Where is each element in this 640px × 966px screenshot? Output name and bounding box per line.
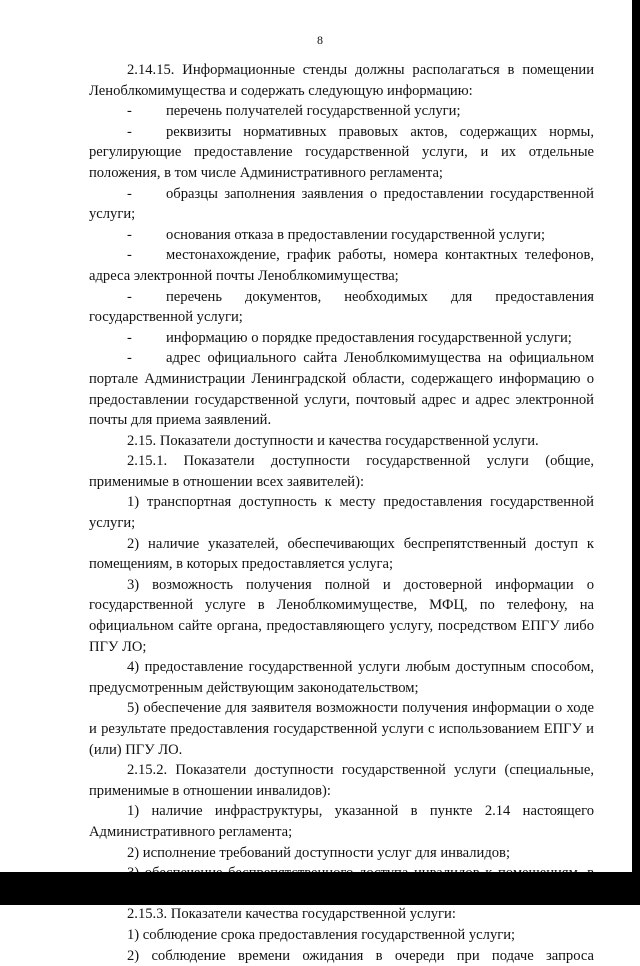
- scan-border-bottom: [0, 872, 640, 905]
- bullet-text: информацию о порядке предоставления государственной услуги;: [166, 329, 572, 346]
- bullet-text: перечень документов, необходимых для предоставления государственной услуги;: [89, 288, 594, 326]
- bullet-text: адрес официального сайта Леноблкомимущества на официальном портале Администрации Ленинградской области, содержащего информацию о предоставлении государственной услуги, почтовый адрес и адрес электронной почты для приема заявлений.: [89, 350, 594, 429]
- bullet-text: местонахождение, график работы, номера контактных телефонов, адреса электронной почты Леноблкомимущества;: [89, 247, 594, 284]
- bullet-item: [89, 348, 594, 430]
- list-item-2: 2) соблюдение времени ожидания в очереди при подаче запроса: [127, 947, 594, 964]
- bullet-dash: -: [127, 185, 132, 202]
- list-item-1: 1) наличие инфраструктуры, указанной в пункте 2.14 настоящего Административного регламента;: [89, 803, 594, 840]
- bullet-item: [89, 225, 594, 246]
- list-item-4: 4) предоставление государственной услуги любым доступным способом, предусмотренным действующим законодательством;: [89, 659, 594, 696]
- bullet-dash: -: [127, 288, 132, 305]
- paragraph-2-14-15: 2.14.15. Информационные стенды должны располагаться в помещении Леноблкомимущества и содержать следующую информацию:: [89, 62, 594, 99]
- list-item-2: 2) исполнение требований доступности услуг для инвалидов;: [127, 844, 511, 861]
- paragraph-2-15-2: 2.15.2. Показатели доступности государственной услуги (специальные, применимые в отношении инвалидов):: [89, 762, 594, 799]
- list-item-3: 3) возможность получения полной и достоверной информации о государственной услуге в Леноблкомимуществе, МФЦ, по телефону, на официальном сайте органа, предоставляющего услугу, посредством ЕПГУ либо ПГУ ЛО;: [89, 576, 594, 655]
- bullet-item: [89, 328, 594, 349]
- paragraph-2-15-3: 2.15.3. Показатели качества государственной услуги:: [127, 906, 456, 923]
- list-item-1: 1) транспортная доступность к месту предоставления государственной услуги;: [89, 494, 594, 532]
- bullet-item: [89, 101, 594, 122]
- bullet-item: [89, 245, 594, 286]
- bullet-text: образцы заполнения заявления о предоставлении государственной услуги;: [89, 185, 594, 223]
- scan-border-right: [632, 0, 640, 905]
- bullet-text: реквизиты нормативных правовых актов, содержащих нормы, регулирующие предоставление государственной услуги, и их отдельные положения, в том числе Административного регламента;: [89, 123, 594, 181]
- bullet-dash: -: [127, 123, 132, 140]
- bullet-item: [89, 287, 594, 328]
- bullet-text: основания отказа в предоставлении государственной услуги;: [166, 226, 546, 243]
- bullet-dash: -: [127, 329, 132, 346]
- bullet-item: [89, 122, 594, 184]
- page-number: 8: [317, 33, 323, 47]
- paragraph-2-15: 2.15. Показатели доступности и качества государственной услуги.: [127, 432, 539, 449]
- bullet-dash: -: [127, 226, 132, 243]
- bullet-item: [89, 184, 594, 225]
- document-body: [89, 60, 594, 966]
- list-item-2: 2) наличие указателей, обеспечивающих беспрепятственный доступ к помещениям, в которых предоставляется услуга;: [89, 535, 594, 573]
- list-item-1: 1) соблюдение срока предоставления государственной услуги;: [127, 926, 516, 943]
- paragraph-2-15-1: 2.15.1. Показатели доступности государственной услуги (общие, применимые в отношении всех заявителей):: [89, 453, 594, 490]
- bullet-text: перечень получателей государственной услуги;: [166, 103, 461, 120]
- list-item-5: 5) обеспечение для заявителя возможности получения информации о ходе и результате предоставления государственной услуги с использованием ЕПГУ и (или) ПГУ ЛО.: [89, 700, 594, 758]
- bullet-dash: -: [127, 350, 132, 367]
- bullet-dash: -: [127, 247, 132, 264]
- bullet-dash: -: [127, 103, 132, 120]
